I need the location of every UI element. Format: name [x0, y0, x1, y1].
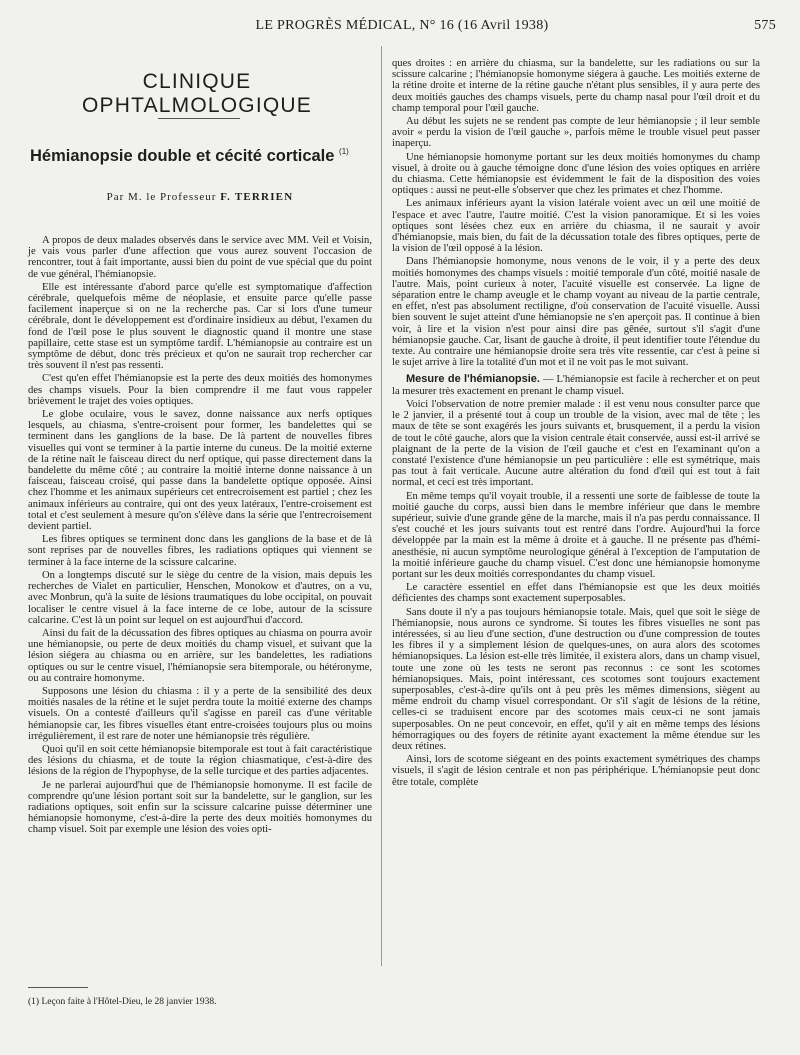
footnote-rule — [28, 987, 88, 988]
paragraph: Les fibres optiques se terminent donc dans les ganglions de la base et de là sont reprises par de nouvelles fibres, les radiations optiques qui viennent se terminer à la face interne de la scissure calcarine. — [28, 534, 372, 568]
author-name: F. TERRIEN — [220, 191, 294, 203]
paragraph: Dans l'hémianopsie homonyme, nous venons de le voir, il y a perte des deux moitiés homonymes des champs visuels : moitié temporale d'un côté, moitié nasale de l'autre. Mais, point curieux à noter, l'acuité visuelle est conservée. La ligne de séparation entre le champ aveugle et le champ voyant au niveau de la partie centrale, en effet, n'est pas absolument rectiligne, d'où conservation de l'acuité visuelle. Aussi bien souvent le sujet atteint d'une hémianopsie ne s'en aperçoit pas. Il continue à bien voir, à lire et la vision n'est pour ainsi dire pas gênée, surtout s'il s'agit d'une hémianopsie gauche. Car, lisant de gauche à droite, il peut identifier toute l'étendue du texte. Au contraire une hémianopsie droite sera très vite ressentie, car c'est à peine si le sujet arrive à lire la totalité d'un mot et il ne voit pas le mot suivant. — [392, 256, 760, 369]
paragraph: ques droites : en arrière du chiasma, sur la bandelette, sur les radiations ou sur la scissure calcarine ; l'hémianopsie homonyme siégera à gauche. Les moitiés externe de la rétine droite et interne de la rétine gauche n'étant plus sensibles, il y aura perte des deux moitiés gauches des champs visuels, perte du champ nasal pour l'œil droit et du champ temporal pour l'œil gauche. — [392, 58, 760, 114]
article-title-text: Hémianopsie double et cécité corticale — [30, 147, 335, 165]
right-column — [392, 58, 760, 958]
paragraph: Supposons une lésion du chiasma : il y a perte de la sensibilité des deux moitiés nasales de la rétine et le sujet perdra toute la moitié externe des champs visuels. On a contesté d'ailleurs qu'il s'agisse en pareil cas d'une véritable hémianopsie car, les fibres visuelles étant entre-croisées toujours plus ou moins irrégulièrement, il est rare de noter une hémianopsie très régulière. — [28, 685, 372, 742]
section-title: CLINIQUE OPHTALMOLOGIQUE — [82, 70, 312, 117]
paragraph: Une hémianopsie homonyme portant sur les deux moitiés homonymes du champ visuel, à droite ou à gauche témoigne donc d'une lésion des voies optiques en arrière du chiasma. Cette hémianopsie est évidemment le fait de la disposition des voies optiques : aussi ne peut-elle s'observer que chez les primates et chez l'homme. — [392, 151, 760, 197]
subsection-lead: — L'hémianopsie est facile à rechercher et on peut la mesurer très exactement en prenant le champ visuel. — [392, 374, 761, 397]
title-rule — [158, 118, 240, 119]
paragraph: Le caractère essentiel en effet dans l'hémianopsie est que les deux moitiés déficientes des champs sont exactement superposables. — [392, 582, 760, 605]
paragraph: A propos de deux malades observés dans le service avec MM. Veil et Voisin, je vais vous parler d'une affection que vous aurez souvent l'occasion de rencontrer, tout à fait importante, aussi bien du point de vue spécial que du point de vue général, l'hémianopsie. — [28, 235, 372, 280]
running-title: LE PROGRÈS MÉDICAL, N° 16 (16 Avril 1938) — [255, 18, 549, 33]
paragraph: Les animaux inférieurs ayant la vision latérale voient avec un œil une moitié de l'espace et avec l'autre, l'autre moitié. C'est la vision panoramique. Et si les voies optiques sont lésées chez eux en arrière du chiasma, il ne saurait y avoir d'hémianopsie, mais bien, du fait de la décussation totale des fibres optiques, perte de la vision de l'œil opposé à la lésion. — [392, 198, 760, 255]
paragraph: Voici l'observation de notre premier malade : il est venu nous consulter parce que le 2 janvier, il a présenté tout à coup un trouble de la vision, avec mal de tête ; les maux de tête se sont exagérés les jours suivants et, brusquement, il a perdu la vision de tout le côté gauche, alors que la vision centrale était conservée, aussi est-il arrivé se plaignant de la perte de la vision de l'œil gauche et c'est en l'examinant qu'on a constaté l'existence d'une hémianopsie un peu particulière : elle est symétrique, mais pas tout à fait verticale. Aucune autre altération du fond d'œil qui est tout à fait normal, et ceci est très important. — [392, 398, 760, 489]
column-divider — [381, 46, 382, 966]
paragraph: Ainsi du fait de la décussation des fibres optiques au chiasma on pourra avoir une hémianopsie, ou perte de deux moitiés du champ visuel, et suivant que la lésion siégera au chiasma ou en arrière, sur les bandelettes, les radiations optiques ou sur le centre visuel, l'hémianopsie sera bitemporale, ou hétéronyme, ou au contraire homonyme. — [28, 627, 372, 684]
paragraph: C'est qu'en effet l'hémianopsie est la perte des deux moitiés des homonymes des champs visuels. Pour la bien comprendre il me faut vous rappeler brièvement le trajet des voies optiques. — [28, 373, 372, 407]
running-header — [28, 18, 776, 40]
subsection-heading: Mesure de l'hémianopsie. — [406, 373, 540, 386]
page-number: 575 — [754, 18, 776, 33]
paragraph: Je ne parlerai aujourd'hui que de l'hémianopsie homonyme. Il est facile de comprendre qu'une lésion portant soit sur la bandelette, sur le ganglion, sur les radiations optiques, soit enfin sur la scissure calcarine puisse déterminer une hémianopsie homonyme, c'est-à-dire la perte des deux moitiés homonymes du champ visuel. Soit par exemple une lésion des voies opti- — [28, 779, 372, 836]
byline-prefix: Par M. le Professeur — [106, 191, 217, 203]
paragraph: Elle est intéressante d'abord parce qu'elle est symptomatique d'affection cérébrale, quelquefois même de néoplasie, et ensuite parce qu'elle passe facilement inaperçue si on ne la recherche pas. Car si lors d'une tumeur cérébrale, dont le développement est d'ordinaire insidieux au début, l'examen du fond de l'œil pose le plus souvent le diagnostic quand il montre une stase papillaire, cette stase est un symptôme tardif. L'hémianopsie au contraire est un symptôme de début, donc très précieux et qu'on ne saurait trop rechercher car très souvent il n'est pas ressenti. — [28, 281, 372, 372]
byline — [28, 191, 372, 203]
paragraph: Le globe oculaire, vous le savez, donne naissance aux nerfs optiques lesquels, au chiasma, s'entre-croisent pour former, les bandelettes qui se terminent dans les ganglions de la base. De là partent de nouvelles fibres visuelles qui vont se terminer à la partie interne du cuneus. De la moitié externe de la rétine naît le faisceau direct du nerf optique, qui passe directement dans la bandelette du même côté ; au contraire la moitié interne donne naissance à un faisceau, faisceau croisé, qui passe dans la bandelette optique opposée. Ainsi chez l'homme et les animaux supérieurs cet entrecroisement est partiel ; chez les animaux inférieurs au contraire, qui ont des yeux latéraux, l'entre-croisement est total et c'est seulement à mesure qu'on s'élève dans la série que l'entrecroisement devient partiel. — [28, 409, 372, 533]
footnote: (1) Leçon faite à l'Hôtel-Dieu, le 28 janvier 1938. — [28, 997, 217, 1007]
paragraph: En même temps qu'il voyait trouble, il a ressenti une sorte de faiblesse de toute la moitié gauche du corps, aussi bien dans le membre inférieur que dans le membre supérieur, suivie d'une grande gêne de la marche, mais il n'a pas perdu connaissance. Il s'est couché et les jours suivants tout est rentré dans l'ordre. Aujourd'hui la force développée par la main est la même à droite et à gauche. Il ne présente pas d'hémi-anesthésie, ni aucun symptôme neurologique général à l'exception de l'amputation de la moitié inférieure gauche du champ visuel. C'est donc une hémianopsie homonyme portant sur les deux moitiés correspondantes du champ visuel. — [392, 490, 760, 580]
article-title — [30, 147, 370, 166]
paragraph: Sans doute il n'y a pas toujours hémianopsie totale. Mais, quel que soit le siège de l'hémianopsie, nous aurons ce syndrome. Si toutes les fibres visuelles ne sont pas intéressées, si au lieu d'une section, d'une destruction ou d'une compression de toutes les fibres il y a simplement lésion de quelques-unes, on aura alors des scotomes hémianopsiques. La lésion est-elle très limitée, il existera alors, dans un champ visuel, toute une zone où les tests ne seront pas reconnus : ce sont les scotomes hémianopsiques. Mais, point intéressant, ces scotomes sont toujours exactement superposables, c'est-à-dire qu'ils ont à peu près les mêmes dimensions, siègent au même endroit du champ visuel correspondant. Or s'il s'agit de lésions de la rétine, celles-ci se traduisent encore par des scotomes mais ceux-ci ne sont jamais superposables. On ne peut concevoir, en effet, qu'il y ait en même temps des lésions hémorragiques ou des foyers de rétinite ayant exactement la même étendue sur les deux rétines. — [392, 606, 760, 752]
left-body — [28, 235, 372, 838]
paragraph: Quoi qu'il en soit cette hémianopsie bitemporale est tout à fait caractéristique des lésions du chiasma, et de toute la région chiasmatique, c'est-à-dire des lésions de la région de l'hypophyse, de la selle turcique et des parties adjacentes. — [28, 743, 372, 778]
subsection-paragraph — [392, 374, 760, 396]
paragraph: Ainsi, lors de scotome siégeant en des points exactement symétriques des champs visuels, il s'agit de lésion centrale et non pas périphérique. L'hémianopsie peut donc être totale, complète — [392, 754, 760, 788]
paragraph: On a longtemps discuté sur le siège du centre de la vision, mais depuis les recherches de Vialet en particulier, Henschen, Monokow et d'autres, on a vu, avec Monbrun, qu'à la suite de lésions traumatiques du lobe occipital, on pouvait localiser le centre visuel à la face interne de ce lobe, autour de la scissure calcarine. C'est là un point sur lequel on est aujourd'hui d'accord. — [28, 569, 372, 626]
left-column — [28, 45, 372, 1035]
title-footnote-marker: (1) — [339, 147, 349, 156]
paragraph: Au début les sujets ne se rendent pas compte de leur hémianopsie ; il leur semble avoir « perdu la vision de l'œil gauche », parfois même le trouble visuel peut passer inaperçu. — [392, 116, 760, 150]
